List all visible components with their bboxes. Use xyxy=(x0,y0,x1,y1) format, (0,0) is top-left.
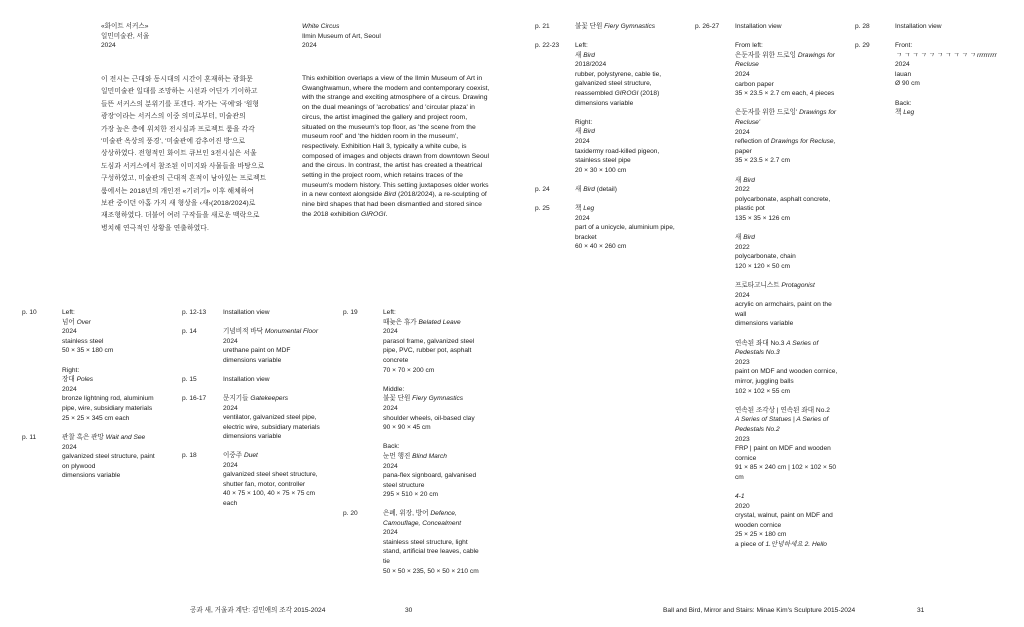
work-year: 2024 xyxy=(62,443,77,451)
caption-label: Middle: xyxy=(383,385,405,393)
work-material: acrylic on armchairs, paint on the wall xyxy=(735,301,832,318)
intro-english-body: This exhibition overlaps a view of the Ilmin Museum of Art in Gwanghwamun, where the modern and contemporary coexist, with the strange and exciting atmosphere of a circus. Drawing on the dual meanings of 'acrobatics' and 'circular plaza' in circus, the artist imagined the gallery and project room, situated on the museum's top floor, as 'the scene from the museum roof' and 'the hidden room in the museum', respectively. Exhibition Hall 3, typically a white cube, is composed of images and objects drawn from downtown Seoul and the circus. In contrast, the artist has created a theatrical setting in the project room, which retains traces of the museum's modern history. This setting juxtaposes older works in a new context alongside Bird (2018/2024), a re-sculpting of nine bird shapes that had been dismantled and stored since the 2018 exhibition GIROGI. xyxy=(302,75,490,218)
work-year: 2024 xyxy=(223,337,238,345)
caption-label: Front: xyxy=(895,42,913,49)
work-dimensions: 90 × 90 × 45 cm xyxy=(383,424,431,432)
work-material: taxidermy road-killed pigeon, stainless steel pipe xyxy=(575,147,660,165)
caption-label: Right: xyxy=(575,118,593,126)
page-number-p15: p. 15 xyxy=(182,376,197,383)
work-dimensions: 35 × 23.5 × 2.7 cm xyxy=(735,157,790,165)
intro-english-title: White Circus xyxy=(302,23,340,30)
work-year: 2024 xyxy=(735,70,750,78)
page-number-p21: p. 21 xyxy=(535,23,550,30)
caption-p25 xyxy=(575,204,693,252)
footer-right-page-number: 31 xyxy=(917,607,925,614)
work-year: 2024 xyxy=(735,128,750,136)
caption-label: From left: xyxy=(735,42,763,50)
page-number-p25: p. 25 xyxy=(535,205,550,212)
work-material: rubber, polystyrene, cable tie, galvanized steel structure, reassembled GIROGI (2018) xyxy=(575,70,662,97)
page-number-p11: p. 11 xyxy=(22,434,37,441)
work-material: paint on MDF and wooden cornice, mirror, juggling balls xyxy=(735,368,838,385)
caption-label: Back: xyxy=(383,443,400,451)
work-material: urethane paint on MDF xyxy=(223,347,291,355)
work-material: parasol frame, galvanized steel pipe, PVC, rubber pot, asphalt concrete xyxy=(383,337,475,364)
work-material: reflection of Drawings for Recluse, paper xyxy=(735,138,836,155)
work-year: 2024 xyxy=(895,61,910,69)
work-dimensions: 25 × 25 × 180 cm xyxy=(735,531,787,539)
work-title: 관찰 혹은 관망 Wait and See xyxy=(62,434,146,441)
work-year: 2024 xyxy=(383,462,398,470)
work-dimensions: 120 × 120 × 50 cm xyxy=(735,262,790,270)
work-title: 프로타고니스트 Protagonist xyxy=(735,282,815,290)
footer-left-page-number: 30 xyxy=(405,607,413,614)
work-year: 2024 xyxy=(575,137,590,145)
work-material: galvanized steel sheet structure, shutter fan, motor, controller xyxy=(223,471,318,488)
work-dimensions: 50 × 50 × 235, 50 × 50 × 210 cm xyxy=(383,567,479,575)
work-title: 때늦은 휴가 Belated Leave xyxy=(383,318,461,326)
caption-p11 xyxy=(62,433,177,481)
work-title: 은폐, 위장, 방어 Defence, Camouflage, Concealment xyxy=(383,510,462,527)
caption-p10 xyxy=(62,308,177,423)
work-material: stainless steel xyxy=(62,337,104,345)
work-title: 기념비적 바닥 Monumental Floor xyxy=(223,328,319,335)
work-year: 2024 xyxy=(383,328,398,336)
work-year: 2023 xyxy=(735,358,750,366)
work-title: 장대 Poles xyxy=(62,376,94,384)
page-number-p19: p. 19 xyxy=(343,309,358,316)
intro-korean-heading xyxy=(101,22,291,51)
work-year: 2024 xyxy=(62,328,77,336)
page-number-p22-23: p. 22-23 xyxy=(535,42,560,49)
work-dimensions: 295 × 510 × 20 cm xyxy=(383,491,438,499)
work-dimensions: Ø 90 cm xyxy=(895,80,920,88)
intro-korean-body: 이 전시는 근대와 동시대의 시간이 혼재하는 광화문 일민미술관 일대를 조망하는 시선과 어딘가 기이하고 들뜬 서커스의 분위기를 포갠다. 작가는 '곡예'와 '원형 광장'이라는 서커스의 이중 의미로부터, 미술관의 가장 높은 층에 위치한 전시실과 프로젝트 룸을 각각 '미술관 옥상의 풍경', '미술관에 감추어진 방'으로 상상하였다. 전형적인 화이트 큐브인 3전시실은 서울 도심과 서커스에서 참조된 이미지와 사물들을 바탕으로 구성하였고, 미술관의 근대적 흔적이 남아있는 프로젝트 룸에서는 2018년의 개인전 «기러기» 이후 해체하여 보관 중이던 아홉 가지 새 형상을 ‹새›(2018/2024)로 재조형하였다. 더불어 여러 구작들을 새로운 맥락으로 병치해 연극적인 상황을 연출하였다. xyxy=(101,76,267,232)
work-material: crystal, walnut, paint on MDF and wooden cornice xyxy=(735,512,833,529)
work-note: a piece of 1.안녕하세요 2. Hello xyxy=(735,541,827,549)
work-material: ventilator, galvanized steel pipe, electric wire, subsidiary materials xyxy=(223,414,320,431)
caption-label: Right: xyxy=(62,366,80,374)
work-material: stainless steel structure, light stand, artificial tree leaves, cable tie xyxy=(383,538,479,565)
page-number-p20: p. 20 xyxy=(343,510,358,517)
work-title: 새 Bird xyxy=(575,51,595,59)
work-dimensions: 20 × 30 × 100 cm xyxy=(575,166,627,174)
work-title: 넘어 Over xyxy=(62,318,91,326)
work-title: 책 Leg xyxy=(895,109,915,117)
work-year: 2024 xyxy=(223,404,238,412)
caption-p29 xyxy=(895,41,1015,118)
work-dimensions: 70 × 70 × 200 cm xyxy=(383,366,435,374)
work-dimensions: 102 × 102 × 55 cm xyxy=(735,387,790,395)
work-dimensions: 50 × 35 × 180 cm xyxy=(62,347,114,355)
footer-left-title: 공과 새, 거울과 계단: 김민애의 조각 2015-2024 xyxy=(190,607,326,614)
caption-p18 xyxy=(223,451,338,509)
page-number-p24: p. 24 xyxy=(535,186,550,193)
page-number-p29: p. 29 xyxy=(855,42,870,49)
work-title: 4-1 xyxy=(735,493,745,501)
caption-p14 xyxy=(223,327,338,365)
work-title: 은둔자를 위한 드로잉' Drawings for Recluse' xyxy=(735,109,837,126)
work-title: 문지기들 Gatekeepers xyxy=(223,395,289,402)
work-year: 2023 xyxy=(735,435,750,443)
caption-label: Left: xyxy=(575,42,588,49)
work-year: 2024 xyxy=(223,461,238,469)
work-dimensions: dimensions variable xyxy=(62,472,121,480)
work-dimensions: dimensions variable xyxy=(575,99,634,107)
footer-right-title: Ball and Bird, Mirror and Stairs: Minae Kim's Sculpture 2015-2024 xyxy=(663,607,856,614)
work-title: 연속된 좌대 No.3 A Series of Pedestals No.3 xyxy=(735,339,819,357)
intro-korean-venue: 일민미술관, 서울 xyxy=(101,32,150,40)
work-year: 2024 xyxy=(383,404,398,412)
work-material: galvanized steel structure, paint on plywood xyxy=(62,453,155,470)
work-material: FRP | paint on MDF and wooden cornice xyxy=(735,445,831,462)
work-year: 2018/2024 xyxy=(575,61,607,69)
caption-p21: 불꽃 단원 Fiery Gymnastics xyxy=(575,23,656,30)
caption-p20 xyxy=(383,509,501,576)
work-dimensions: dimensions variable xyxy=(735,320,794,328)
work-title: 이중주 Duet xyxy=(223,452,258,459)
intro-english-heading xyxy=(302,22,492,51)
caption-p16-17 xyxy=(223,394,338,442)
work-material: shoulder wheels, oil-based clay xyxy=(383,414,475,422)
work-material: polycarbonate, chain xyxy=(735,253,796,261)
caption-p19 xyxy=(383,308,498,500)
work-material: pana-flex signboard, galvanised steel structure xyxy=(383,472,477,489)
page-number-p28: p. 28 xyxy=(855,23,870,30)
page-number-p16-17: p. 16-17 xyxy=(182,395,207,402)
page-number-p18: p. 18 xyxy=(182,452,197,459)
work-dimensions: 91 × 85 × 240 cm | 102 × 102 × 50 cm xyxy=(735,464,837,481)
intro-english-venue: Ilmin Museum of Art, Seoul xyxy=(302,32,381,40)
caption-installation-view: Installation view xyxy=(735,23,782,30)
work-material: lauan xyxy=(895,70,912,78)
page-number-p10: p. 10 xyxy=(22,309,37,316)
work-year: 2024 xyxy=(383,529,398,537)
caption-p24: 새 Bird (detail) xyxy=(575,186,617,193)
work-dimensions: 40 × 75 × 100, 40 × 75 × 75 cm each xyxy=(223,490,316,507)
caption-label: Left: xyxy=(62,309,75,316)
work-dimensions: 135 × 35 × 126 cm xyxy=(735,214,790,222)
caption-p22-23 xyxy=(575,41,690,175)
work-dimensions: 35 × 23.5 × 2.7 cm each, 4 pieces xyxy=(735,90,835,98)
work-title: 새 Bird xyxy=(575,128,595,136)
intro-korean-title: «화이트 서커스» xyxy=(101,23,149,30)
work-year: 2024 xyxy=(62,385,77,393)
work-title: 새 Bird xyxy=(735,234,755,242)
work-material: bronze lightning rod, aluminium pipe, wire, subsidiary materials xyxy=(62,395,154,412)
caption-label: Back: xyxy=(895,99,912,107)
work-title: ㄱ ㄱ ㄱ ㄱ ㄱ ㄱ ㄱ ㄱ ㄱ ㄱ rrrrrrrrr xyxy=(895,51,997,59)
work-material: carbon paper xyxy=(735,80,774,88)
work-year: 2022 xyxy=(735,186,750,194)
page-number-p14: p. 14 xyxy=(182,328,197,335)
work-year: 2020 xyxy=(735,502,750,510)
work-year: 2024 xyxy=(575,214,590,222)
work-dimensions: dimensions variable xyxy=(223,433,282,441)
intro-korean-year: 2024 xyxy=(101,42,116,50)
work-year: 2024 xyxy=(735,291,750,299)
caption-label: Left: xyxy=(383,309,396,316)
intro-english-year: 2024 xyxy=(302,42,317,50)
work-dimensions: dimensions variable xyxy=(223,356,282,364)
caption-p28: Installation view xyxy=(895,23,942,30)
work-material: polycarbonate, asphalt concrete, plastic pot xyxy=(735,195,831,213)
caption-p12-13: Installation view xyxy=(223,309,270,316)
work-title: 은둔자를 위한 드로잉 Drawings for Recluse xyxy=(735,51,835,69)
work-title-korean: 연속된 조각상 | 연속된 좌대 No.2 xyxy=(735,406,830,414)
work-year: 2022 xyxy=(735,243,750,251)
caption-p15: Installation view xyxy=(223,376,270,383)
work-dimensions: 60 × 40 × 260 cm xyxy=(575,243,627,251)
page-number-p26-27: p. 26-27 xyxy=(695,23,720,30)
page-number-p12-13: p. 12-13 xyxy=(182,309,207,316)
caption-p26-27 xyxy=(735,22,847,550)
work-title: 책 Leg xyxy=(575,205,595,212)
work-title: 눈먼 행진 Blind March xyxy=(383,452,447,460)
work-dimensions: 25 × 25 × 345 cm each xyxy=(62,414,130,422)
work-material: part of a unicycle, aluminium pipe, bracket xyxy=(575,224,675,241)
work-title-english: A Series of Statues | A Series of Pedestals No.2 xyxy=(735,416,829,433)
work-title: 새 Bird xyxy=(735,176,755,184)
work-title: 불꽃 단원 Fiery Gymnastics xyxy=(383,395,464,403)
